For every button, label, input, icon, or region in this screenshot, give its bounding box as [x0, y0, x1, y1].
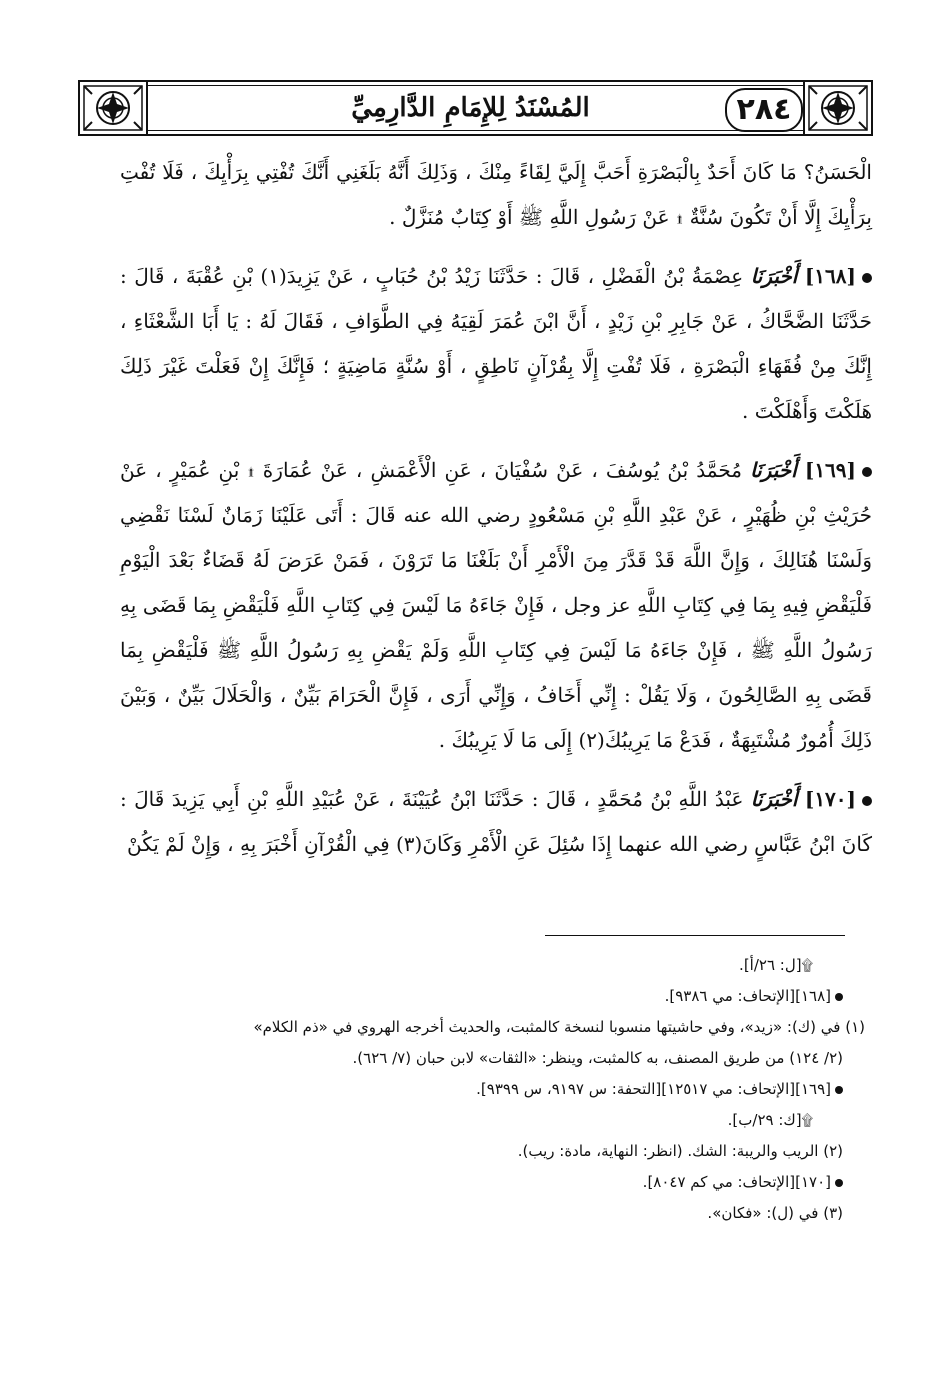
header-rule-top-inner	[78, 85, 873, 86]
header-rule-top	[78, 80, 873, 82]
footnote-text: [١٧٠][الإتحاف: مي كم ٨٠٤٧].	[642, 1173, 831, 1191]
hadith-170	[120, 777, 872, 867]
paragraph-text: عِصْمَةُ بْنُ الْفَضْلِ ، قَالَ : حَدَّثَنَا زَيْدُ بْنُ حُبَابٍ ، عَنْ يَزِيدَ(١) بْنِ عُقْبَةَ ، قَالَ : حَدَّثَنَا الضَّحَّاكُ ، عَنْ جَابِرِ بْنِ زَيْدٍ ، أَنَّ ابْنَ عُمَرَ لَقِيَهُ فِي الطَّوَافِ ، فَقَالَ لَهُ : يَا أَبَا الشَّعْثَاءِ ، إِنَّكَ مِنْ فُقَهَاءِ الْبَصْرَةِ ، فَلَا تُفْتِ إِلَّا بِقُرْآنٍ نَاطِقٍ ، أَوْ سُنَّةٍ مَاضِيَةٍ ؛ فَإِنَّكَ إِنْ فَعَلْتَ غَيْرَ ذَلِكَ هَلَكْتَ وَأَهْلَكْتَ .	[120, 264, 872, 423]
bullet-icon	[835, 1086, 843, 1094]
hadith-number: [١٦٩]	[804, 458, 857, 482]
footnote-marker-k: ۩[ك: ٢٩/ب].	[727, 1111, 813, 1129]
footnote-text: [١٦٩][الإتحاف: مي ١٢٥١٧][التحفة: س ٩١٩٧، س ٩٣٩٩].	[476, 1080, 831, 1098]
footnote-text: [١٦٨][الإتحاف: مي ٩٣٨٦].	[664, 987, 831, 1005]
page-number: ٢٨٤	[725, 88, 803, 132]
footnote-ref-168	[120, 981, 865, 1012]
page-header	[78, 80, 873, 136]
akhbarana-label: أَخْبَرَنَا	[750, 787, 798, 811]
hadith-number: [١٦٨]	[804, 264, 856, 288]
akhbarana-label: أَخْبَرَنَا	[750, 264, 798, 288]
footnote-ref-170	[120, 1167, 865, 1198]
hadith-168	[120, 254, 872, 434]
bullet-icon	[862, 467, 872, 477]
bullet-icon	[835, 993, 843, 1001]
header-rule-bottom	[78, 134, 873, 136]
footnote-marker-l: ۩[ل: ٢٦/أ].	[739, 956, 813, 974]
footnote-3: (٣) في (ل): «فكان».	[707, 1204, 843, 1222]
footnote-2: (٢) الريب والريبة: الشك. (انظر: النهاية، مادة: ريب).	[517, 1142, 843, 1160]
bullet-icon	[862, 273, 872, 283]
bullet-icon	[862, 796, 872, 806]
akhbarana-label: أَخْبَرَنَا	[750, 458, 797, 482]
ornament-left-icon	[78, 80, 148, 136]
bullet-icon	[835, 1179, 843, 1187]
footnotes	[120, 950, 865, 1229]
paragraph-text: مُحَمَّدُ بْنُ يُوسُفَ ، عَنْ سُفْيَانَ ، عَنِ الْأَعْمَشِ ، عَنْ عُمَارَةَ ۩ بْنِ عُمَيْرٍ ، عَنْ حُرَيْثِ بْنِ ظُهَيْرٍ ، عَنْ عَبْدِ اللَّهِ بْنِ مَسْعُودٍ رضي الله عنه قَالَ : أَتَى عَلَيْنَا زَمَانٌ لَسْنَا نَقْضِي وَلَسْنَا هُنَالِكَ ، وَإِنَّ اللَّهَ قَدْ قَدَّرَ مِنَ الْأَمْرِ أَنْ بَلَغْنَا مَا تَرَوْنَ ، فَمَنْ عَرَضَ لَهُ قَضَاءٌ بَعْدَ الْيَوْمِ فَلْيَقْضِ فِيهِ بِمَا فِي كِتَابِ اللَّهِ عز وجل ، فَإِنْ جَاءَهُ مَا لَيْسَ فِي كِتَابِ اللَّهِ فَلْيَقْضِ بِمَا قَضَى بِهِ رَسُولُ اللَّهِ ﷺ ، فَإِنْ جَاءَهُ مَا لَيْسَ فِي كِتَابِ اللَّهِ وَلَمْ يَقْضِ بِهِ رَسُولُ اللَّهِ ﷺ فَلْيَقْضِ بِمَا قَضَى بِهِ الصَّالِحُونَ ، وَلَا يَقُلْ : إِنِّي أَخَافُ ، وَإِنِّي أَرَى ، فَإِنَّ الْحَرَامَ بَيِّنٌ ، وَالْحَلَالَ بَيِّنٌ ، وَبَيْنَ ذَلِكَ أُمُورٌ مُشْتَبِهَةٌ ، فَدَعْ مَا يَرِيبُكَ(٢) إِلَى مَا لَا يَرِيبُكَ .	[120, 458, 872, 752]
main-text	[120, 150, 872, 881]
paragraph-text: عَبْدُ اللَّهِ بْنُ مُحَمَّدٍ ، قَالَ : حَدَّثَنَا ابْنُ عُيَيْنَةَ ، عَنْ عُبَيْدِ اللَّهِ بْنِ أَبِي يَزِيدَ قَالَ : كَانَ ابْنُ عَبَّاسٍ رضي الله عنهما إِذَا سُئِلَ عَنِ الْأَمْرِ وَكَانَ(٣) فِي الْقُرْآنِ أَخْبَرَ بِهِ ، وَإِنْ لَمْ يَكُنْ	[120, 787, 872, 856]
footnote-1-cont: (٢/ ١٢٤) من طريق المصنف، به كالمثبت، وينظر: «الثقات» لابن حبان (٧/ ٦٢٦).	[352, 1049, 843, 1067]
running-title: المُسْنَدُ لِلإِمَامِ الدَّارِمِيِّ	[351, 93, 590, 123]
footnote-ref-169	[120, 1074, 865, 1105]
ornament-right-icon	[803, 80, 873, 136]
footnote-separator	[545, 935, 845, 936]
footnote-1: (١) في (ك): «زيد»، وفي حاشيتها منسوبا لنسخة كالمثبت، والحديث أخرجه الهروي في «ذم الكلام»	[253, 1018, 865, 1036]
paragraph-continuation	[120, 150, 872, 240]
hadith-number: [١٧٠]	[804, 787, 857, 811]
hadith-169	[120, 448, 872, 763]
paragraph-text: الْحَسَنُ؟ مَا كَانَ أَحَدٌ بِالْبَصْرَةِ أَحَبَّ إِلَيَّ لِقَاءً مِنْكَ ، وَذَلِكَ أَنَّهُ بَلَغَنِي أَنَّكَ تُفْتِي بِرَأْيِكَ ، فَلَا تُفْتِ بِرَأْيِكَ إِلَّا أَنْ تَكُونَ سُنَّةٌ ۩ عَنْ رَسُولِ اللَّهِ ﷺ أَوْ كِتَابٌ مُنَزَّلٌ .	[120, 160, 872, 229]
